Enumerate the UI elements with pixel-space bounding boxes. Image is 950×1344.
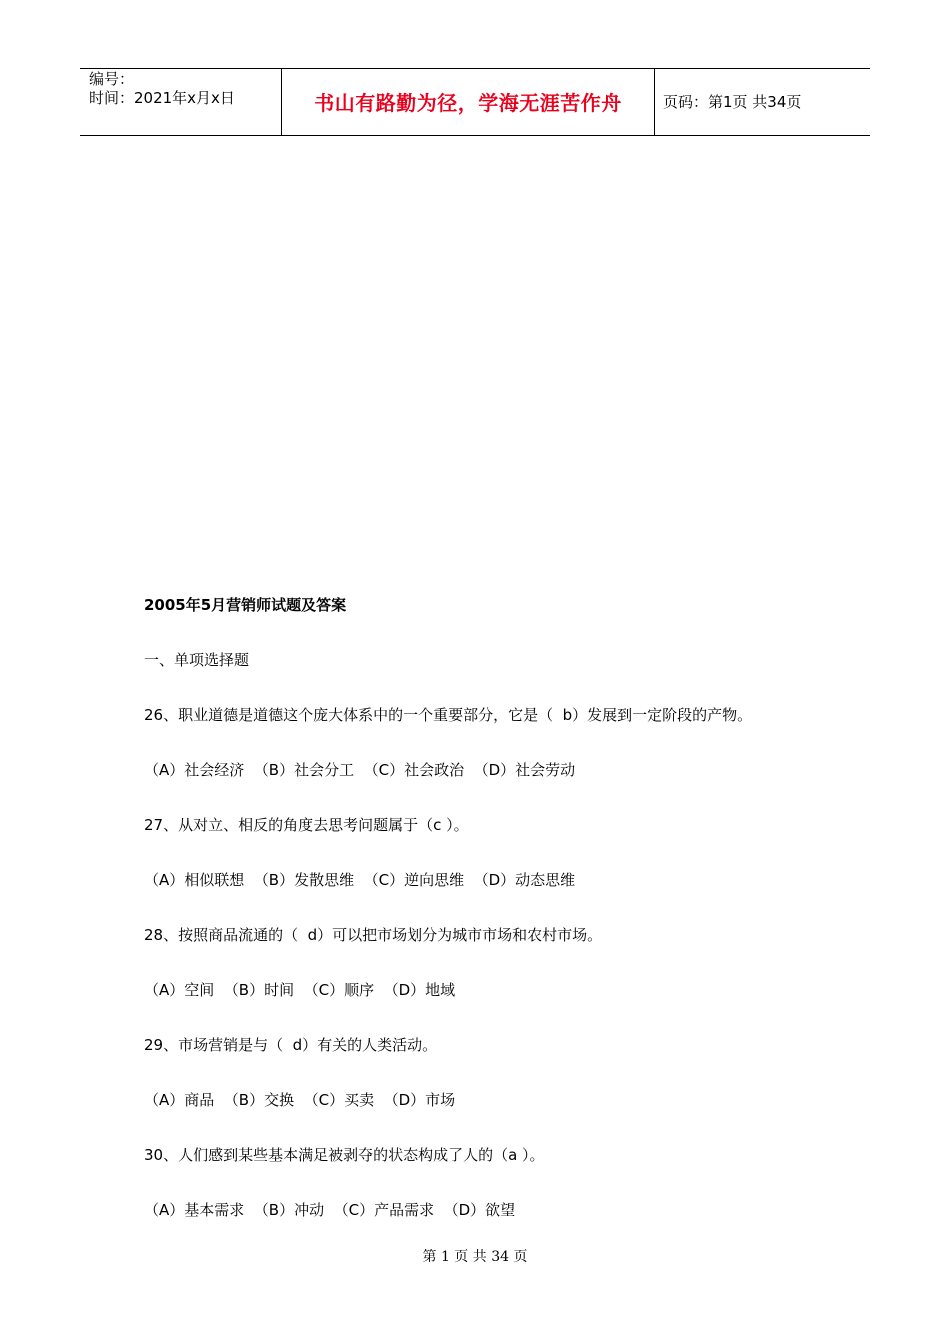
question-options: （A）社会经济 （B）社会分工 （C）社会政治 （D）社会劳动 [144,761,576,779]
question-stem: 26、职业道德是道德这个庞大体系中的一个重要部分，它是（ b）发展到一定阶段的产物。 [144,706,753,724]
question-stem: 29、市场营销是与（ d）有关的人类活动。 [144,1036,438,1054]
question-stem: 30、人们感到某些基本满足被剥夺的状态构成了人的（a ）。 [144,1146,545,1164]
header-motto: 书山有路勤为径，学海无涯苦作舟 [314,91,622,115]
document-body [144,594,864,1254]
time-label: 时间：2021年x月x日 [89,89,235,107]
question-stem: 28、按照商品流通的（ d）可以把市场划分为城市市场和农村市场。 [144,926,603,944]
header-page-info: 页码：第1页 共34页 [663,93,802,111]
question-stem: 27、从对立、相反的角度去思考问题属于（c ）。 [144,816,469,834]
header-bottom-rule [80,135,870,136]
section-heading: 一、单项选择题 [144,651,250,669]
question-options: （A）空间 （B）时间 （C）顺序 （D）地域 [144,981,456,999]
question-options: （A）基本需求 （B）冲动 （C）产品需求 （D）欲望 [144,1201,516,1219]
question-options: （A）相似联想 （B）发散思维 （C）逆向思维 （D）动态思维 [144,871,576,889]
header-divider-right [654,68,655,135]
serial-label: 编号： [89,70,135,88]
page-footer: 第 1 页 共 34 页 [422,1249,528,1265]
question-options: （A）商品 （B）交换 （C）买卖 （D）市场 [144,1091,456,1109]
document-title: 2005年5月营销师试题及答案 [144,596,347,614]
header-meta [89,70,235,108]
